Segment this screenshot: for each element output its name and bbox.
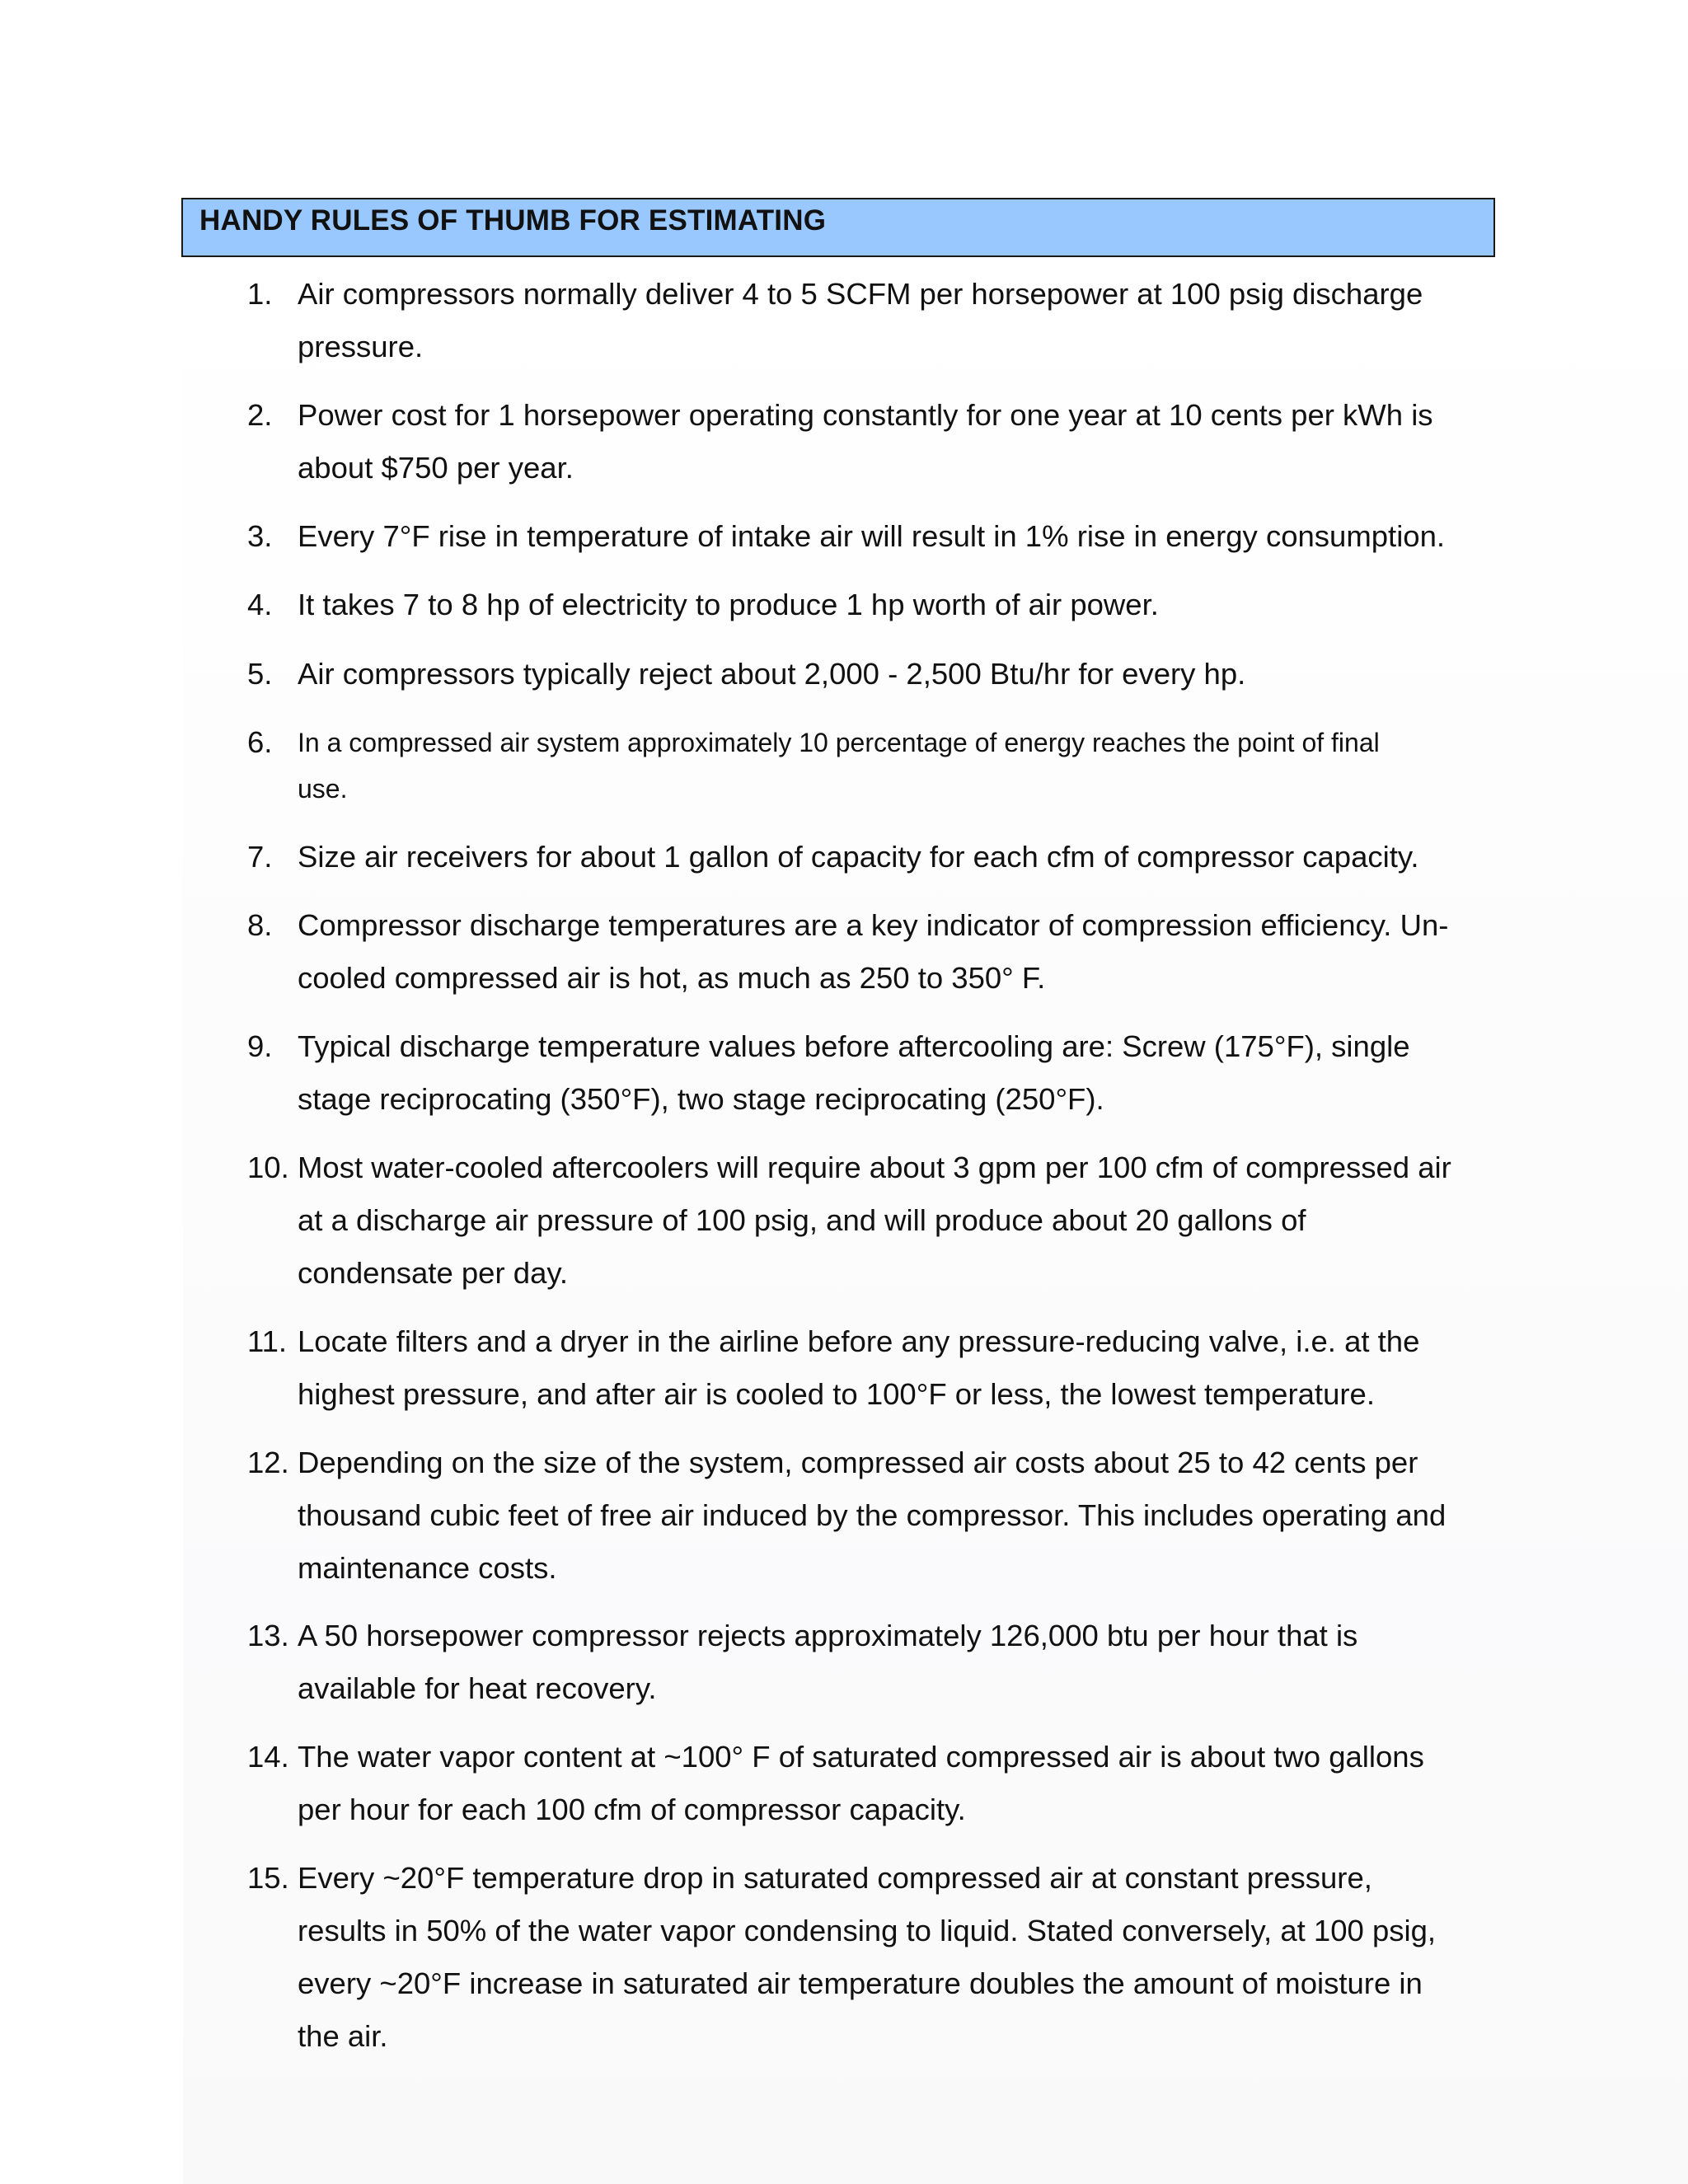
list-item-number: 3. [247,519,273,553]
list-item-number: 15. [247,1861,289,1895]
list-item-text: Every 7°F rise in temperature of intake air will result in 1% rise in energy consumption. [298,519,1446,553]
list-item-number: 1. [247,277,273,311]
list-item-number: 2. [247,398,273,432]
list-item-text: The water vapor content at ~100° F of saturated compressed air is about two gallons per hour for each 100 cfm of compressor capacity. [298,1740,1424,1826]
list-item-number: 10. [247,1151,289,1184]
list-item-number: 11. [247,1324,288,1358]
list-item-text: Air compressors typically reject about 2,000 - 2,500 Btu/hr for every hp. [298,657,1246,691]
list-item-number: 4. [247,588,273,621]
list-item-number: 8. [247,908,273,942]
list-item-text: It takes 7 to 8 hp of electricity to produce 1 hp worth of air power. [298,588,1159,621]
list-item-number: 12. [247,1446,289,1479]
list-item-number: 5. [247,657,273,691]
list-item-number: 7. [247,840,273,874]
list-item-number: 9. [247,1029,273,1063]
list-item-text: Power cost for 1 horsepower operating constantly for one year at 10 cents per kWh is about $750 per year. [298,398,1433,485]
list-item-number: 13. [247,1619,289,1652]
list-item-text: In a compressed air system approximately 10 percentage of energy reaches the point of final use. [298,728,1380,804]
list-item-text: Typical discharge temperature values before aftercooling are: Screw (175°F), single stage reciprocating (350°F), two stage reciprocating (250°F). [298,1029,1410,1116]
list-item-text: Locate filters and a dryer in the airline before any pressure-reducing valve, i.e. at the highest pressure, and after air is cooled to 100°F or less, the lowest temperature. [298,1324,1420,1411]
section-title: HANDY RULES OF THUMB FOR ESTIMATING [199,204,827,237]
list-item-text: A 50 horsepower compressor rejects approximately 126,000 btu per hour that is available for heat recovery. [298,1619,1358,1705]
list-item-text: Most water-cooled aftercoolers will require about 3 gpm per 100 cfm of compressed air at a discharge air pressure of 100 psig, and will produce about 20 gallons of condensate per day. [298,1151,1451,1290]
list-item-number: 6. [247,725,273,759]
list-item-text: Compressor discharge temperatures are a key indicator of compression efficiency. Un- cooled compressed air is hot, as much as 250 to 350° F. [298,908,1449,995]
list-item-text: Every ~20°F temperature drop in saturated compressed air at constant pressure, results in 50% of the water vapor condensing to liquid. Stated conversely, at 100 psig, every ~20°F increase in saturated air temperature doubles the amount of moisture in the air. [298,1861,1437,2053]
list-item-text: Size air receivers for about 1 gallon of capacity for each cfm of compressor capacity. [298,840,1419,874]
list-item-number: 14. [247,1740,289,1774]
list-item-text: Air compressors normally deliver 4 to 5 SCFM per horsepower at 100 psig discharge pressure. [298,277,1423,363]
list-item-text: Depending on the size of the system, compressed air costs about 25 to 42 cents per thousand cubic feet of free air induced by the compressor. This includes operating and maintenance costs. [298,1446,1447,1585]
